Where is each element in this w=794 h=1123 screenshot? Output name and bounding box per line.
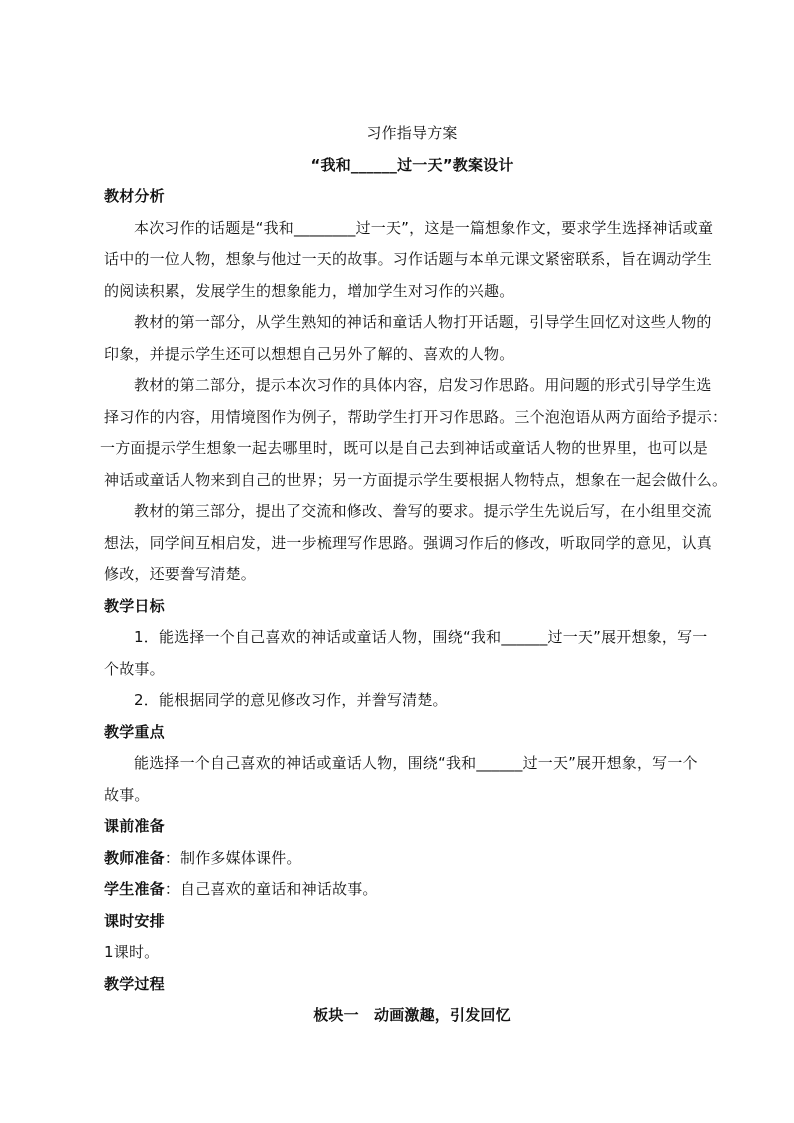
analysis-paragraph-2: [104, 307, 720, 370]
paragraph-line: 话中的一位人物，想象与他过一天的故事。习作话题与本单元课文紧密联系，旨在调动学生: [104, 250, 713, 268]
paragraph-line: 故事。: [104, 785, 150, 804]
paragraph-line: 教材的第三部分，提出了交流和修改、誊写的要求。提示学生先说后写，在小组里交流: [134, 502, 712, 520]
paragraph-line: 修改，还要誊写清楚。: [104, 565, 257, 583]
section-heading-analysis: 教材分析: [104, 187, 165, 205]
paragraph-line: 教材的第二部分，提示本次习作的具体内容，启发习作思路。用问题的形式引导学生选: [134, 376, 712, 394]
paragraph-line: 印象，并提示学生还可以想想自己另外了解的、喜欢的人物。: [104, 344, 515, 363]
student-prep-text: ：自己喜欢的童话和神话故事。: [164, 880, 378, 898]
schedule-text: 1课时。: [104, 943, 160, 961]
block-heading-1: 板块一 动画激趣，引发回忆: [313, 1006, 511, 1024]
paragraph-line: 1．能选择一个自己喜欢的神话或童话人物，围绕“我和______过一天”展开想象，写一: [134, 628, 708, 646]
paragraph-line: 个故事。: [104, 659, 165, 678]
paragraph-line: 本次习作的话题是“我和________过一天”，这是一篇想象作文，要求学生选择神话或童: [134, 218, 714, 237]
doc-title: 习作指导方案: [366, 124, 458, 142]
paragraph-line: 一方面提示学生想象一起去哪里时，既可以是自己去到神话或童话人物的世界里，也可以是: [100, 439, 709, 457]
doc-subtitle: “我和______过一天”教案设计: [310, 155, 514, 174]
goal-item-2: 2．能根据同学的意见修改习作，并誊写清楚。: [134, 691, 448, 709]
paragraph-line: 神话或童话人物来到自己的世界；另一方面提示学生要根据人物特点，想象在一起会做什么。: [104, 470, 728, 489]
paragraph-line: 教材的第一部分，从学生熟知的神话和童话人物打开话题，引导学生回忆对这些人物的: [134, 313, 712, 331]
document-page: [100, 118, 728, 1032]
section-heading-process: 教学过程: [104, 974, 165, 993]
teacher-prep: [104, 843, 720, 875]
teacher-prep-text: ：制作多媒体课件。: [164, 848, 302, 867]
section-heading-goals: 教学日标: [104, 596, 165, 615]
paragraph-line: 能选择一个自己喜欢的神话或童话人物，围绕“我和______过一天”展开想象，写一个: [134, 754, 698, 772]
teacher-prep-label: 教师准备: [104, 848, 165, 867]
student-prep-label: 学生准备: [104, 880, 165, 898]
focus-paragraph: [104, 748, 720, 811]
paragraph-line: 择习作的内容，用情境图作为例子，帮助学生打开习作思路。三个泡泡语从两方面给予提示：: [104, 407, 728, 426]
student-prep: [104, 874, 720, 906]
paragraph-line: 的阅读积累，发展学生的想象能力，增加学生对习作的兴趣。: [104, 281, 515, 300]
section-heading-schedule: 课时安排: [104, 911, 165, 930]
analysis-paragraph-4: [104, 496, 720, 591]
paragraph-line: 想法，同学间互相启发，进一步梳理写作思路。强调习作后的修改，听取同学的意见，认真: [104, 533, 713, 552]
section-heading-prep: 课前准备: [104, 817, 165, 835]
section-heading-focus: 教学重点: [104, 722, 165, 741]
analysis-paragraph-1: [104, 213, 720, 308]
analysis-paragraph-3: [100, 370, 728, 496]
goal-item-1: [104, 622, 720, 685]
